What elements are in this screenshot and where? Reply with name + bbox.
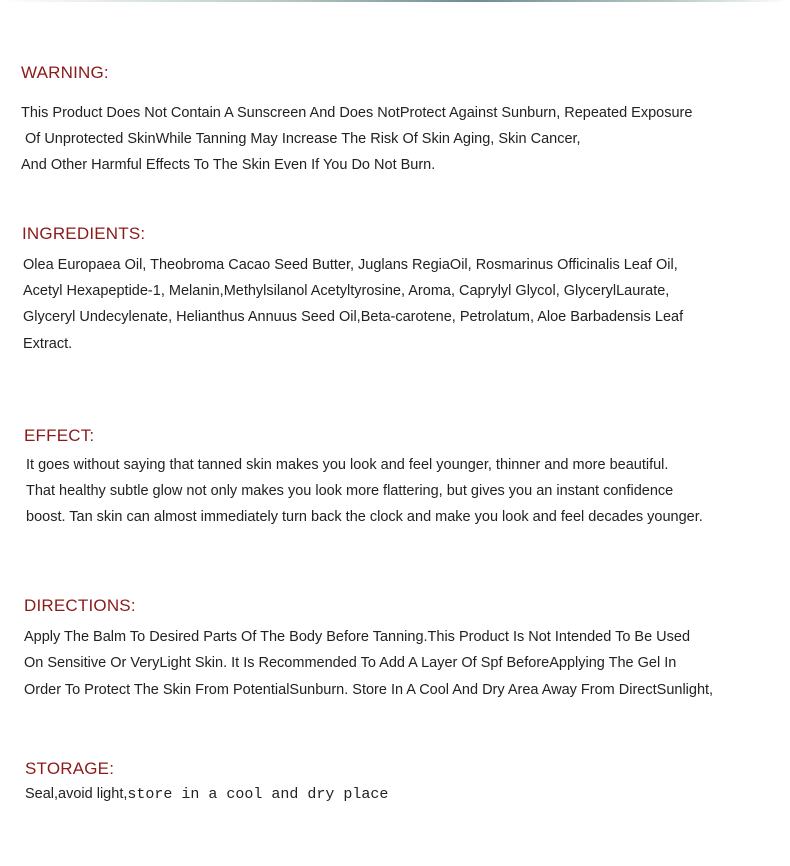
storage-text [25, 785, 388, 804]
ingredients-line-1: Olea Europaea Oil, Theobroma Cacao Seed Butter, Juglans RegiaOil, Rosmarinus Officinalis Leaf Oil, [23, 257, 678, 273]
warning-line-3: And Other Harmful Effects To The Skin Even If You Do Not Burn. [21, 157, 436, 173]
top-divider [0, 0, 790, 2]
directions-line-1: Apply The Balm To Desired Parts Of The Body Before Tanning.This Product Is Not Intended To Be Used [24, 629, 691, 645]
directions-line-2: On Sensitive Or VeryLight Skin. It Is Recommended To Add A Layer Of Spf BeforeApplying The Gel In [24, 655, 677, 671]
warning-line-2: Of Unprotected SkinWhile Tanning May Increase The Risk Of Skin Aging, Skin Cancer, [25, 131, 581, 147]
directions-heading: DIRECTIONS: [24, 596, 136, 615]
warning-heading: WARNING: [21, 63, 109, 82]
effect-line-1: It goes without saying that tanned skin makes you look and feel younger, thinner and more beautiful. [26, 457, 669, 473]
ingredients-line-4: Extract. [23, 336, 73, 352]
effect-heading: EFFECT: [24, 426, 95, 445]
effect-line-3: boost. Tan skin can almost immediately turn back the clock and make you look and feel decades younger. [26, 509, 703, 525]
storage-heading: STORAGE: [25, 759, 115, 778]
storage-text-part1: Seal,avoid light, [25, 786, 128, 802]
warning-line-1: This Product Does Not Contain A Sunscreen And Does NotProtect Against Sunburn, Repeated Exposure [21, 105, 693, 121]
ingredients-line-3: Glyceryl Undecylenate, Helianthus Annuus Seed Oil,Beta-carotene, Petrolatum, Aloe Barbadensis Leaf [23, 309, 684, 325]
storage-text-part2: store in a cool and dry place [127, 786, 389, 803]
directions-line-3: Order To Protect The Skin From PotentialSunburn. Store In A Cool And Dry Area Away From DirectSunlight, [24, 682, 714, 698]
effect-line-2: That healthy subtle glow not only makes you look more flattering, but gives you an instant confidence [26, 483, 674, 499]
ingredients-heading: INGREDIENTS: [22, 224, 146, 243]
ingredients-line-2: Acetyl Hexapeptide-1, Melanin,Methylsilanol Acetyltyrosine, Aroma, Caprylyl Glycol, GlycerylLaurate, [23, 283, 670, 299]
